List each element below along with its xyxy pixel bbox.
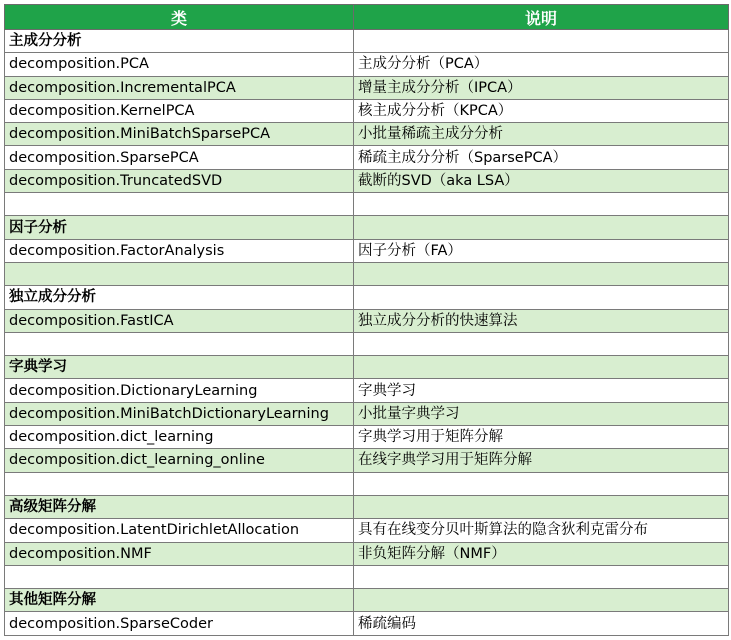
- table-row: [5, 53, 729, 76]
- description-cell: 字典学习: [354, 379, 729, 402]
- description-cell: 小批量稀疏主成分分析: [354, 123, 729, 146]
- description-cell: [354, 332, 729, 355]
- table-row: [5, 379, 729, 402]
- description-cell: 非负矩阵分解（NMF）: [354, 542, 729, 565]
- class-name-cell: decomposition.dict_learning_online: [5, 449, 354, 472]
- description-cell: 小批量字典学习: [354, 402, 729, 425]
- class-name-cell: decomposition.KernelPCA: [5, 99, 354, 122]
- table-header-row: [5, 5, 729, 30]
- class-name-cell: decomposition.DictionaryLearning: [5, 379, 354, 402]
- class-name-cell: [5, 472, 354, 495]
- spacer-row: [5, 332, 729, 355]
- section-header-row: [5, 286, 729, 309]
- description-cell: [354, 565, 729, 588]
- section-header-row: [5, 589, 729, 612]
- table-row: [5, 76, 729, 99]
- description-cell: 因子分析（FA）: [354, 239, 729, 262]
- section-title: 主成分分析: [5, 30, 354, 53]
- table-row: [5, 542, 729, 565]
- class-name-cell: decomposition.FactorAnalysis: [5, 239, 354, 262]
- description-cell: 字典学习用于矩阵分解: [354, 426, 729, 449]
- class-name-cell: decomposition.IncrementalPCA: [5, 76, 354, 99]
- table-body: [5, 30, 729, 636]
- class-name-cell: decomposition.NMF: [5, 542, 354, 565]
- class-name-cell: decomposition.SparseCoder: [5, 612, 354, 635]
- class-name-cell: [5, 262, 354, 285]
- class-name-cell: decomposition.MiniBatchDictionaryLearning: [5, 402, 354, 425]
- description-cell: 独立成分分析的快速算法: [354, 309, 729, 332]
- section-header-row: [5, 216, 729, 239]
- class-name-cell: [5, 565, 354, 588]
- column-header-description: 说明: [354, 5, 729, 30]
- description-cell: 核主成分分析（KPCA）: [354, 99, 729, 122]
- spacer-row: [5, 262, 729, 285]
- description-cell: 稀疏编码: [354, 612, 729, 635]
- description-cell: 截断的SVD（aka LSA）: [354, 169, 729, 192]
- table-row: [5, 519, 729, 542]
- table-row: [5, 146, 729, 169]
- section-header-row: [5, 356, 729, 379]
- description-cell: [354, 262, 729, 285]
- spacer-row: [5, 472, 729, 495]
- description-cell: [354, 472, 729, 495]
- description-cell: [354, 216, 729, 239]
- description-cell: 具有在线变分贝叶斯算法的隐含狄利克雷分布: [354, 519, 729, 542]
- class-name-cell: [5, 193, 354, 216]
- class-name-cell: decomposition.PCA: [5, 53, 354, 76]
- section-title: 独立成分分析: [5, 286, 354, 309]
- description-cell: [354, 30, 729, 53]
- table-row: [5, 239, 729, 262]
- description-cell: 稀疏主成分分析（SparsePCA）: [354, 146, 729, 169]
- table-row: [5, 449, 729, 472]
- spacer-row: [5, 193, 729, 216]
- description-cell: [354, 193, 729, 216]
- description-cell: 在线字典学习用于矩阵分解: [354, 449, 729, 472]
- table-row: [5, 169, 729, 192]
- table-row: [5, 309, 729, 332]
- spacer-row: [5, 565, 729, 588]
- class-name-cell: decomposition.FastICA: [5, 309, 354, 332]
- table-row: [5, 402, 729, 425]
- class-name-cell: decomposition.MiniBatchSparsePCA: [5, 123, 354, 146]
- table-row: [5, 99, 729, 122]
- decomposition-table-container: [4, 4, 728, 636]
- class-name-cell: decomposition.LatentDirichletAllocation: [5, 519, 354, 542]
- table-row: [5, 123, 729, 146]
- section-title: 字典学习: [5, 356, 354, 379]
- description-cell: [354, 356, 729, 379]
- description-cell: 主成分分析（PCA）: [354, 53, 729, 76]
- class-name-cell: decomposition.TruncatedSVD: [5, 169, 354, 192]
- description-cell: 增量主成分分析（IPCA）: [354, 76, 729, 99]
- class-name-cell: decomposition.dict_learning: [5, 426, 354, 449]
- table-row: [5, 612, 729, 635]
- decomposition-table: [4, 4, 729, 636]
- section-title: 高级矩阵分解: [5, 495, 354, 518]
- section-title: 因子分析: [5, 216, 354, 239]
- section-header-row: [5, 495, 729, 518]
- description-cell: [354, 589, 729, 612]
- description-cell: [354, 495, 729, 518]
- table-row: [5, 426, 729, 449]
- description-cell: [354, 286, 729, 309]
- section-header-row: [5, 30, 729, 53]
- column-header-class: 类: [5, 5, 354, 30]
- section-title: 其他矩阵分解: [5, 589, 354, 612]
- class-name-cell: [5, 332, 354, 355]
- class-name-cell: decomposition.SparsePCA: [5, 146, 354, 169]
